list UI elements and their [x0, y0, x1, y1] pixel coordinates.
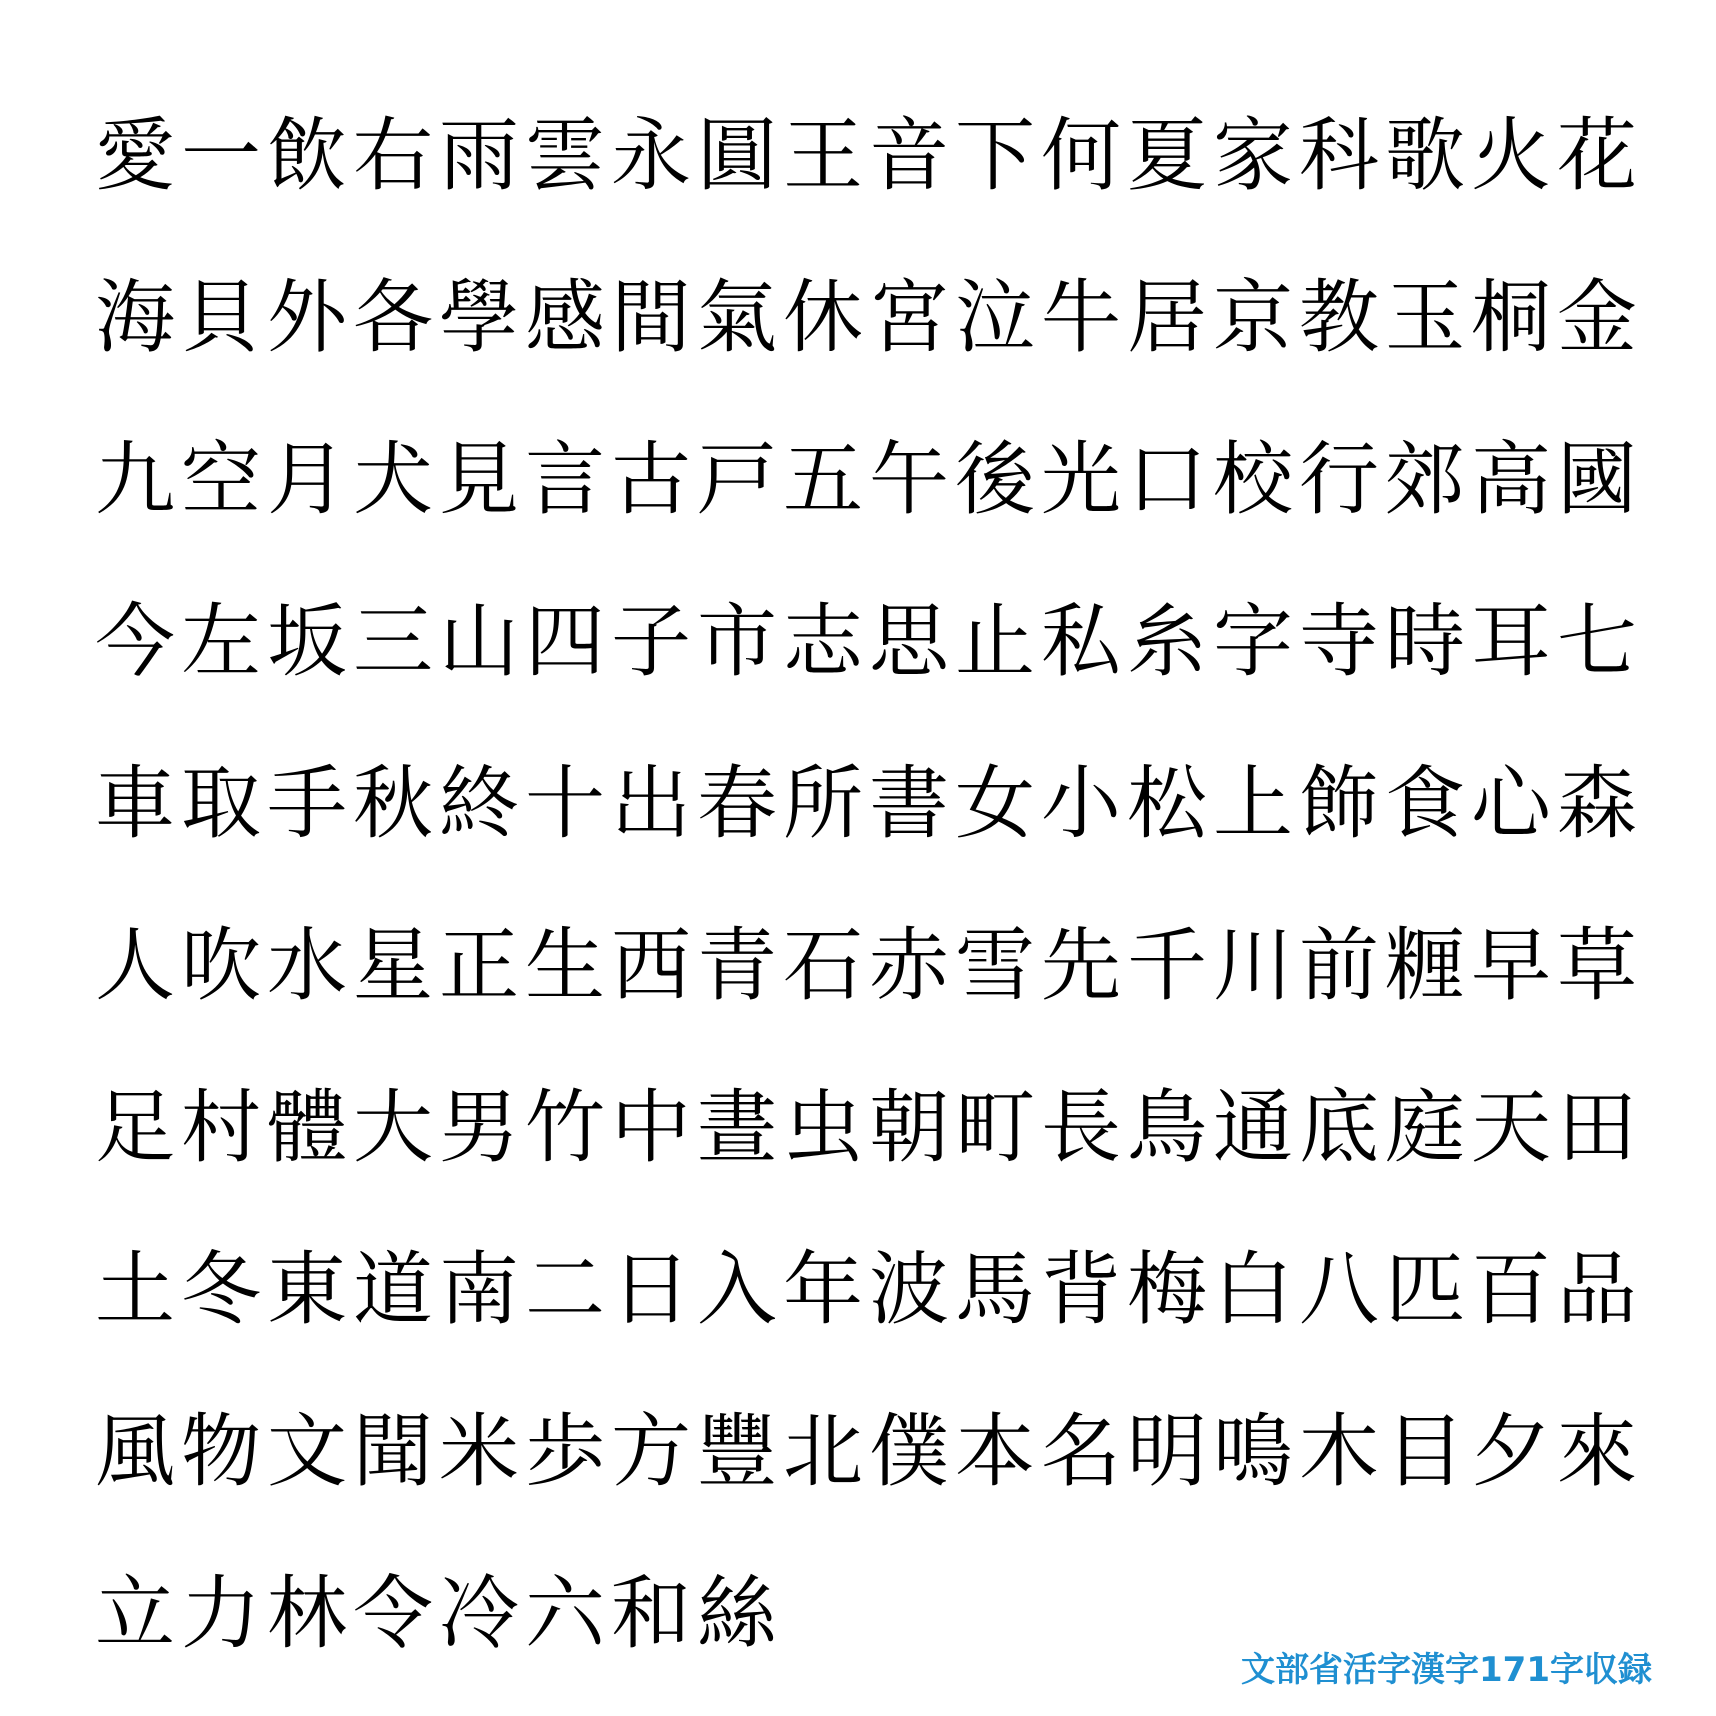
kanji-char: 戸	[697, 433, 777, 526]
kanji-char: 冬	[181, 1243, 261, 1336]
kanji-char: 桐	[1471, 271, 1551, 364]
kanji-row	[92, 399, 1652, 561]
kanji-char: 外	[267, 271, 347, 364]
kanji-char: 下	[955, 109, 1035, 202]
kanji-char: 梅	[1127, 1243, 1207, 1336]
kanji-char: 雲	[525, 109, 605, 202]
kanji-char: 教	[1299, 271, 1379, 364]
kanji-row	[92, 237, 1652, 399]
kanji-char: 圓	[697, 109, 777, 202]
kanji-char: 終	[439, 757, 519, 850]
kanji-row	[92, 1371, 1652, 1533]
kanji-char: 車	[95, 757, 175, 850]
kanji-char: 男	[439, 1081, 519, 1174]
kanji-char: 山	[439, 595, 519, 688]
kanji-char: 二	[525, 1243, 605, 1336]
kanji-char: 今	[95, 595, 175, 688]
kanji-row	[92, 75, 1652, 237]
kanji-char: 背	[1041, 1243, 1121, 1336]
kanji-char: 居	[1127, 271, 1207, 364]
kanji-char: 各	[353, 271, 433, 364]
kanji-row	[92, 1209, 1652, 1371]
kanji-char: 心	[1471, 757, 1551, 850]
kanji-char: 行	[1299, 433, 1379, 526]
kanji-char: 空	[181, 433, 261, 526]
kanji-char: 光	[1041, 433, 1121, 526]
kanji-row	[92, 885, 1652, 1047]
kanji-char: 東	[267, 1243, 347, 1336]
kanji-char: 文	[267, 1405, 347, 1498]
kanji-char: 十	[525, 757, 605, 850]
kanji-char: 上	[1213, 757, 1293, 850]
kanji-char: 坂	[267, 595, 347, 688]
kanji-char: 田	[1557, 1081, 1637, 1174]
kanji-char: 雪	[955, 919, 1035, 1012]
kanji-char: 市	[697, 595, 777, 688]
kanji-char: 夏	[1127, 109, 1207, 202]
kanji-char: 通	[1213, 1081, 1293, 1174]
kanji-char: 食	[1385, 757, 1465, 850]
kanji-char: 青	[697, 919, 777, 1012]
kanji-char: 左	[181, 595, 261, 688]
kanji-char: 冷	[439, 1567, 519, 1660]
kanji-char: 町	[955, 1081, 1035, 1174]
kanji-char: 後	[955, 433, 1035, 526]
kanji-char: 飾	[1299, 757, 1379, 850]
kanji-char: 鳴	[1213, 1405, 1293, 1498]
kanji-char: 早	[1471, 919, 1551, 1012]
kanji-char: 郊	[1385, 433, 1465, 526]
kanji-char: 氣	[697, 271, 777, 364]
kanji-char: 人	[95, 919, 175, 1012]
kanji-char: 科	[1299, 109, 1379, 202]
kanji-char: 品	[1557, 1243, 1637, 1336]
kanji-char: 一	[181, 109, 261, 202]
kanji-char: 五	[783, 433, 863, 526]
kanji-char: 鳥	[1127, 1081, 1207, 1174]
kanji-char: 百	[1471, 1243, 1551, 1336]
kanji-char: 音	[869, 109, 949, 202]
kanji-char: 來	[1557, 1405, 1637, 1498]
kanji-char: 見	[439, 433, 519, 526]
kanji-char: 牛	[1041, 271, 1121, 364]
kanji-char: 國	[1557, 433, 1637, 526]
kanji-char: 目	[1385, 1405, 1465, 1498]
kanji-char: 風	[95, 1405, 175, 1498]
kanji-char: 石	[783, 919, 863, 1012]
kanji-char: 先	[1041, 919, 1121, 1012]
kanji-char: 明	[1127, 1405, 1207, 1498]
kanji-char: 六	[525, 1567, 605, 1660]
kanji-char: 虫	[783, 1081, 863, 1174]
kanji-char: 前	[1299, 919, 1379, 1012]
kanji-char: 春	[697, 757, 777, 850]
kanji-char: 家	[1213, 109, 1293, 202]
kanji-char: 體	[267, 1081, 347, 1174]
kanji-char: 月	[267, 433, 347, 526]
kanji-char: 手	[267, 757, 347, 850]
kanji-char: 長	[1041, 1081, 1121, 1174]
kanji-char: 飲	[267, 109, 347, 202]
kanji-char: 口	[1127, 433, 1207, 526]
kanji-char: 金	[1557, 271, 1637, 364]
kanji-char: 寺	[1299, 595, 1379, 688]
kanji-char: 水	[267, 919, 347, 1012]
kanji-char: 所	[783, 757, 863, 850]
kanji-char: 日	[611, 1243, 691, 1336]
kanji-char: 宮	[869, 271, 949, 364]
kanji-char: 林	[267, 1567, 347, 1660]
kanji-char: 思	[869, 595, 949, 688]
kanji-char: 三	[353, 595, 433, 688]
kanji-char: 京	[1213, 271, 1293, 364]
kanji-char: 止	[955, 595, 1035, 688]
kanji-char: 北	[783, 1405, 863, 1498]
kanji-char: 私	[1041, 595, 1121, 688]
kanji-char: 花	[1557, 109, 1637, 202]
kanji-char: 歩	[525, 1405, 605, 1498]
kanji-char: 正	[439, 919, 519, 1012]
kanji-char: 間	[611, 271, 691, 364]
kanji-char: 愛	[95, 109, 175, 202]
kanji-char: 馬	[955, 1243, 1035, 1336]
kanji-char: 書	[869, 757, 949, 850]
kanji-row	[92, 723, 1652, 885]
kanji-char: 時	[1385, 595, 1465, 688]
kanji-char: 森	[1557, 757, 1637, 850]
kanji-char: 右	[353, 109, 433, 202]
kanji-char: 米	[439, 1405, 519, 1498]
kanji-char: 名	[1041, 1405, 1121, 1498]
kanji-char: 取	[181, 757, 261, 850]
kanji-char: 木	[1299, 1405, 1379, 1498]
kanji-char: 永	[611, 109, 691, 202]
kanji-char: 子	[611, 595, 691, 688]
kanji-char: 言	[525, 433, 605, 526]
kanji-char: 出	[611, 757, 691, 850]
kanji-char: 女	[955, 757, 1035, 850]
kanji-char: 校	[1213, 433, 1293, 526]
kanji-char: 聞	[353, 1405, 433, 1498]
kanji-char: 大	[353, 1081, 433, 1174]
kanji-char: 貝	[181, 271, 261, 364]
kanji-char: 草	[1557, 919, 1637, 1012]
kanji-char: 豐	[697, 1405, 777, 1498]
kanji-char: 土	[95, 1243, 175, 1336]
kanji-char: 志	[783, 595, 863, 688]
kanji-char: 朝	[869, 1081, 949, 1174]
kanji-char: 玉	[1385, 271, 1465, 364]
kanji-char: 中	[611, 1081, 691, 1174]
kanji-char: 字	[1213, 595, 1293, 688]
kanji-char: 入	[697, 1243, 777, 1336]
kanji-char: 村	[181, 1081, 261, 1174]
kanji-char: 九	[95, 433, 175, 526]
kanji-grid	[92, 75, 1652, 1695]
kanji-char: 七	[1557, 595, 1637, 688]
kanji-char: 和	[611, 1567, 691, 1660]
kanji-char: 庭	[1385, 1081, 1465, 1174]
caption: 文部省活字漢字171字収録	[1241, 1650, 1652, 1690]
kanji-char: 雨	[439, 109, 519, 202]
kanji-char: 道	[353, 1243, 433, 1336]
kanji-char: 午	[869, 433, 949, 526]
kanji-char: 糎	[1385, 919, 1465, 1012]
kanji-char: 方	[611, 1405, 691, 1498]
kanji-char: 王	[783, 109, 863, 202]
kanji-char: 海	[95, 271, 175, 364]
kanji-char: 秋	[353, 757, 433, 850]
kanji-char: 休	[783, 271, 863, 364]
kanji-char: 小	[1041, 757, 1121, 850]
kanji-char: 夕	[1471, 1405, 1551, 1498]
kanji-char: 歌	[1385, 109, 1465, 202]
kanji-char: 匹	[1385, 1243, 1465, 1336]
kanji-char: 八	[1299, 1243, 1379, 1336]
kanji-char: 南	[439, 1243, 519, 1336]
kanji-row	[92, 561, 1652, 723]
kanji-char: 高	[1471, 433, 1551, 526]
kanji-char: 吹	[181, 919, 261, 1012]
kanji-char: 四	[525, 595, 605, 688]
kanji-char: 本	[955, 1405, 1035, 1498]
kanji-char: 感	[525, 271, 605, 364]
kanji-row	[92, 1047, 1652, 1209]
kanji-char: 古	[611, 433, 691, 526]
kanji-char: 何	[1041, 109, 1121, 202]
kanji-char: 生	[525, 919, 605, 1012]
kanji-char: 物	[181, 1405, 261, 1498]
kanji-char: 令	[353, 1567, 433, 1660]
kanji-char: 西	[611, 919, 691, 1012]
kanji-char: 絲	[697, 1567, 777, 1660]
kanji-char: 泣	[955, 271, 1035, 364]
kanji-char: 耳	[1471, 595, 1551, 688]
kanji-char: 力	[181, 1567, 261, 1660]
kanji-char: 立	[95, 1567, 175, 1660]
kanji-char: 白	[1213, 1243, 1293, 1336]
kanji-char: 晝	[697, 1081, 777, 1174]
kanji-char: 竹	[525, 1081, 605, 1174]
kanji-char: 天	[1471, 1081, 1551, 1174]
kanji-char: 足	[95, 1081, 175, 1174]
kanji-char: 千	[1127, 919, 1207, 1012]
kanji-char: 底	[1299, 1081, 1379, 1174]
kanji-char: 犬	[353, 433, 433, 526]
kanji-char: 波	[869, 1243, 949, 1336]
kanji-char: 年	[783, 1243, 863, 1336]
kanji-char: 糸	[1127, 595, 1207, 688]
kanji-char: 星	[353, 919, 433, 1012]
kanji-char: 赤	[869, 919, 949, 1012]
kanji-char: 僕	[869, 1405, 949, 1498]
kanji-char: 川	[1213, 919, 1293, 1012]
kanji-char: 松	[1127, 757, 1207, 850]
kanji-char: 學	[439, 271, 519, 364]
kanji-char: 火	[1471, 109, 1551, 202]
